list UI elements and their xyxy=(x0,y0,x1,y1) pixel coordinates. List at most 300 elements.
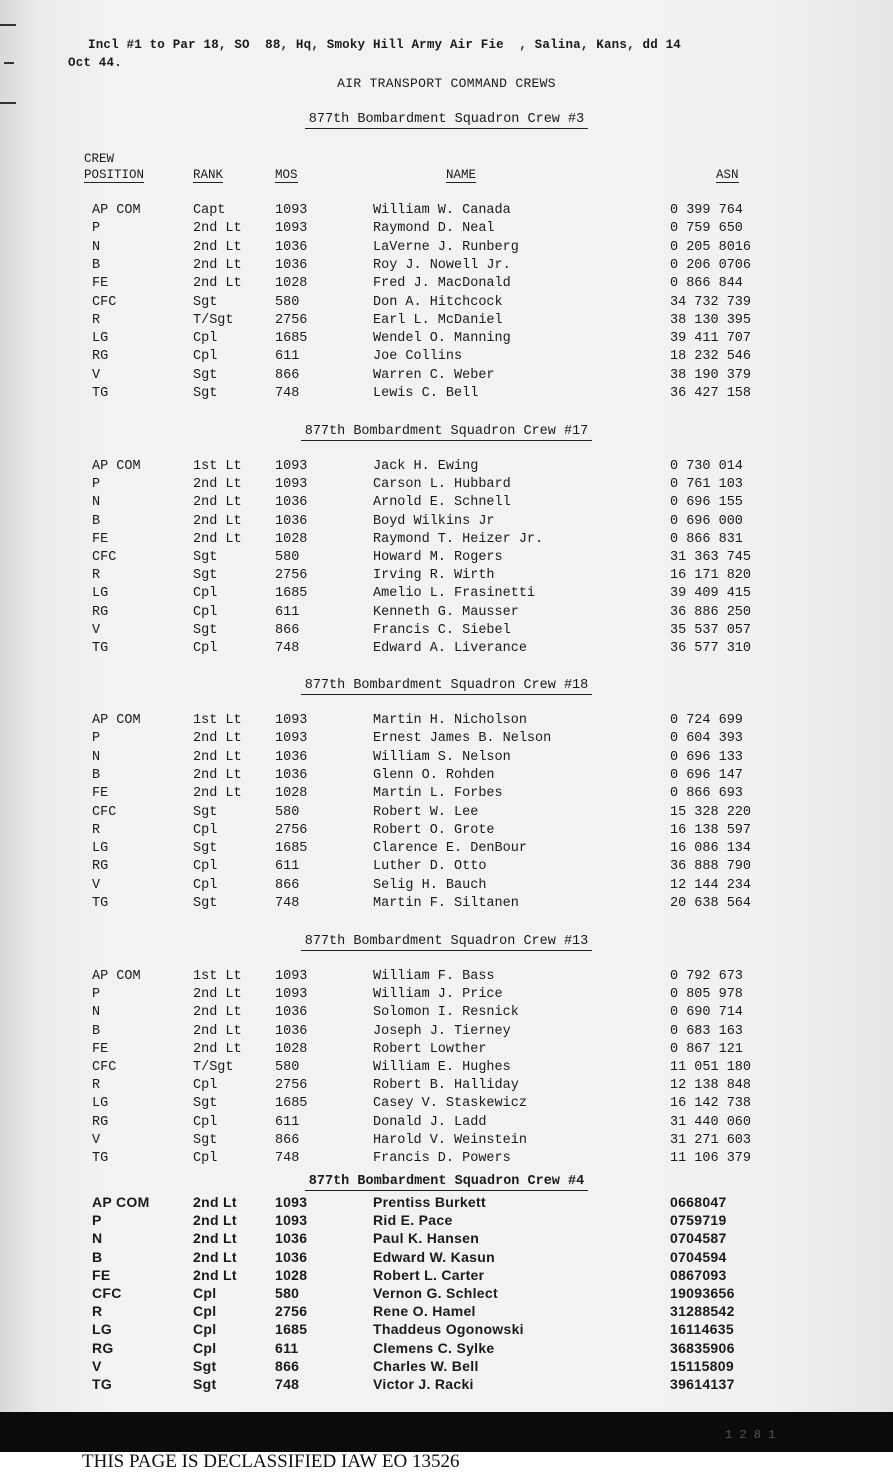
cell-name: Howard M. Rogers xyxy=(373,550,503,565)
cell-rank: Cpl xyxy=(193,1285,217,1301)
column-header-asn: ASN xyxy=(716,168,739,182)
cell-name: Prentiss Burkett xyxy=(373,1194,486,1210)
cell-position: CFC xyxy=(92,1060,117,1075)
cell-name: Jack H. Ewing xyxy=(373,459,479,474)
cell-position: TG xyxy=(92,896,109,911)
cell-rank: 2nd Lt xyxy=(193,1041,242,1057)
cell-mos: 580 xyxy=(275,1285,300,1301)
cell-asn: 36835906 xyxy=(670,1339,735,1356)
table-row xyxy=(0,1339,893,1357)
table-row xyxy=(0,585,893,603)
table-row xyxy=(0,1004,893,1022)
cell-name: Thaddeus Ogonowski xyxy=(373,1321,524,1338)
table-row xyxy=(0,494,893,512)
cell-asn: 36 888 790 xyxy=(670,859,752,875)
table-row xyxy=(0,1284,893,1302)
cell-rank: Sgt xyxy=(193,841,218,857)
table-row xyxy=(0,476,893,494)
cell-asn: 0759719 xyxy=(670,1212,727,1229)
cell-position: TG xyxy=(92,1151,109,1166)
document-title: AIR TRANSPORT COMMAND CREWS xyxy=(337,76,556,91)
cell-rank: Cpl xyxy=(193,1151,218,1166)
cell-mos: 1685 xyxy=(275,331,308,347)
cell-mos: 1685 xyxy=(275,1321,308,1338)
cell-rank: 2nd Lt xyxy=(193,477,242,493)
cell-name: Raymond T. Heizer Jr. xyxy=(373,531,544,547)
cell-mos: 1093 xyxy=(275,459,308,474)
cell-rank: Sgt xyxy=(193,622,218,638)
cell-name: Martin F. Siltanen xyxy=(373,896,519,911)
cell-name: Glenn O. Rohden xyxy=(373,767,495,783)
cell-asn: 19093656 xyxy=(670,1285,735,1301)
cell-position: CFC xyxy=(92,804,117,820)
cell-mos: 1093 xyxy=(275,1212,308,1229)
document-header xyxy=(68,36,808,72)
cell-asn: 0 759 650 xyxy=(670,221,743,237)
cell-position: TG xyxy=(92,386,109,401)
table-row xyxy=(0,367,893,385)
cell-mos: 1093 xyxy=(275,713,308,728)
cell-asn: 31288542 xyxy=(670,1303,735,1320)
cell-rank: 2nd Lt xyxy=(193,1266,237,1283)
cell-mos: 1093 xyxy=(275,731,308,747)
crew-title-text: 877th Bombardment Squadron Crew #3 xyxy=(305,112,588,129)
cell-rank: 2nd Lt xyxy=(193,531,242,547)
cell-asn: 31 440 060 xyxy=(670,1114,752,1130)
cell-asn: 38 190 379 xyxy=(670,367,752,383)
cell-position: AP COM xyxy=(92,1194,150,1210)
table-row xyxy=(0,330,893,348)
table-row xyxy=(0,513,893,531)
table-row xyxy=(0,749,893,767)
table-row xyxy=(0,986,893,1004)
table-row xyxy=(0,1095,893,1113)
cell-name: Rid E. Pace xyxy=(373,1212,453,1229)
cell-asn: 0 866 693 xyxy=(670,786,743,802)
table-row xyxy=(0,1041,893,1059)
cell-mos: 1685 xyxy=(275,586,308,602)
cell-rank: T/Sgt xyxy=(193,1060,234,1075)
cell-asn: 0 730 014 xyxy=(670,459,743,474)
cell-position: CFC xyxy=(92,550,117,565)
table-row xyxy=(0,1229,893,1247)
table-row xyxy=(0,840,893,858)
cell-mos: 580 xyxy=(275,804,300,820)
cell-asn: 16 171 820 xyxy=(670,568,752,584)
column-header-name: NAME xyxy=(446,168,477,182)
cell-asn: 0 866 844 xyxy=(670,276,743,292)
cell-rank: 2nd Lt xyxy=(193,239,242,255)
header-line-1: Incl #1 to Par 18, SO 88, Hq, Smoky Hill Army Air Fie , Salina, Kans, dd 14 xyxy=(88,38,681,52)
table-row xyxy=(0,730,893,748)
table-row xyxy=(0,202,893,220)
table-row xyxy=(0,549,893,567)
cell-rank: Cpl xyxy=(193,331,218,347)
cell-rank: Cpl xyxy=(193,1114,218,1130)
table-row xyxy=(0,968,893,986)
cell-mos: 1093 xyxy=(275,477,308,493)
cell-rank: Sgt xyxy=(193,294,218,310)
crew-title-text: 877th Bombardment Squadron Crew #17 xyxy=(301,424,593,441)
cell-position: RG xyxy=(92,349,109,365)
cell-mos: 1028 xyxy=(275,1266,308,1283)
table-row xyxy=(0,1266,893,1284)
table-row xyxy=(0,1132,893,1150)
cell-mos: 580 xyxy=(275,1060,300,1075)
table-row xyxy=(0,348,893,366)
cell-position: RG xyxy=(92,859,109,875)
table-row xyxy=(0,458,893,476)
cell-position: V xyxy=(92,622,101,638)
cell-asn: 0 205 8016 xyxy=(670,239,752,255)
cell-mos: 1028 xyxy=(275,1041,308,1057)
cell-asn: 11 106 379 xyxy=(670,1151,752,1166)
cell-rank: 2nd Lt xyxy=(193,1005,242,1021)
cell-name: Solomon I. Resnick xyxy=(373,1005,519,1021)
cell-position: P xyxy=(92,1212,102,1229)
cell-asn: 16 138 597 xyxy=(670,822,752,838)
cell-rank: Cpl xyxy=(193,822,218,838)
header-line-2: Oct 44. xyxy=(68,56,122,70)
cell-name: Boyd Wilkins Jr xyxy=(373,513,495,529)
cell-asn: 12 138 848 xyxy=(670,1078,752,1094)
cell-position: LG xyxy=(92,1096,109,1112)
cell-position: AP COM xyxy=(92,459,141,474)
column-header-position-label: POSITION xyxy=(84,168,145,182)
table-row xyxy=(0,1211,893,1229)
cell-rank: Sgt xyxy=(193,367,218,383)
cell-position: R xyxy=(92,1303,103,1320)
cell-mos: 1093 xyxy=(275,1194,308,1210)
cell-rank: Cpl xyxy=(193,1078,218,1094)
cell-position: B xyxy=(92,1023,101,1039)
cell-mos: 1685 xyxy=(275,1096,308,1112)
cell-name: Ernest James B. Nelson xyxy=(373,731,552,747)
table-row xyxy=(0,1059,893,1077)
crew-title xyxy=(0,932,893,952)
cell-rank: 2nd Lt xyxy=(193,257,242,273)
cell-position: FE xyxy=(92,531,109,547)
table-row xyxy=(0,1302,893,1320)
cell-rank: Cpl xyxy=(193,349,218,365)
cell-position: RG xyxy=(92,1114,109,1130)
cell-name: Martin L. Forbes xyxy=(373,786,503,802)
table-row xyxy=(0,531,893,549)
cell-name: Roy J. Nowell Jr. xyxy=(373,257,511,273)
crew-title xyxy=(0,422,893,442)
cell-rank: Sgt xyxy=(193,1132,218,1148)
cell-mos: 2756 xyxy=(275,1303,308,1320)
crew-title xyxy=(0,676,893,696)
cell-name: Robert L. Carter xyxy=(373,1266,485,1283)
cell-position: N xyxy=(92,1005,101,1021)
cell-rank: 2nd Lt xyxy=(193,767,242,783)
cell-mos: 1685 xyxy=(275,841,308,857)
cell-rank: Capt xyxy=(193,203,226,218)
cell-asn: 16 142 738 xyxy=(670,1096,752,1112)
cell-name: Lewis C. Bell xyxy=(373,386,479,401)
cell-rank: Cpl xyxy=(193,1321,217,1338)
cell-mos: 1036 xyxy=(275,1005,308,1021)
cell-name: Francis D. Powers xyxy=(373,1151,511,1166)
cell-mos: 1093 xyxy=(275,987,308,1003)
cell-mos: 2756 xyxy=(275,822,308,838)
cell-mos: 1036 xyxy=(275,767,308,783)
cell-mos: 748 xyxy=(275,641,300,656)
crew-title-text: 877th Bombardment Squadron Crew #18 xyxy=(301,678,593,695)
table-row xyxy=(0,804,893,822)
table-row xyxy=(0,1320,893,1338)
cell-position: V xyxy=(92,367,101,383)
cell-name: Francis C. Siebel xyxy=(373,622,511,638)
cell-name: William S. Nelson xyxy=(373,749,511,765)
cell-asn: 0 604 393 xyxy=(670,731,743,747)
cell-rank: Cpl xyxy=(193,586,218,602)
cell-asn: 0668047 xyxy=(670,1194,727,1210)
cell-mos: 748 xyxy=(275,896,300,911)
cell-rank: Sgt xyxy=(193,386,218,401)
table-row xyxy=(0,1077,893,1095)
cell-rank: Sgt xyxy=(193,896,218,911)
cell-asn: 31 271 603 xyxy=(670,1132,752,1148)
cell-rank: T/Sgt xyxy=(193,312,234,328)
cell-asn: 0 724 699 xyxy=(670,713,743,728)
cell-asn: 0704587 xyxy=(670,1230,727,1247)
cell-asn: 36 427 158 xyxy=(670,386,752,401)
cell-position: LG xyxy=(92,841,109,857)
cell-position: V xyxy=(92,877,101,893)
cell-mos: 748 xyxy=(275,1151,300,1166)
cell-position: RG xyxy=(92,1339,114,1356)
cell-name: Robert W. Lee xyxy=(373,804,479,820)
cell-name: Vernon G. Schlect xyxy=(373,1285,498,1301)
cell-rank: 2nd Lt xyxy=(193,1230,237,1247)
cell-mos: 2756 xyxy=(275,1078,308,1094)
crew-title-text: 877th Bombardment Squadron Crew #13 xyxy=(301,934,593,951)
cell-position: P xyxy=(92,221,101,237)
table-row xyxy=(0,1114,893,1132)
cell-mos: 748 xyxy=(275,386,300,401)
cell-rank: 2nd Lt xyxy=(193,513,242,529)
cell-rank: Sgt xyxy=(193,1376,217,1392)
cell-mos: 866 xyxy=(275,1357,300,1374)
table-row xyxy=(0,895,893,913)
crew-title xyxy=(0,110,893,130)
cell-asn: 0 206 0706 xyxy=(670,257,752,273)
cell-asn: 36 886 250 xyxy=(670,604,752,620)
cell-name: Robert O. Grote xyxy=(373,822,495,838)
cell-rank: 1st Lt xyxy=(193,713,242,728)
cell-position: R xyxy=(92,1078,101,1094)
cell-name: Earl L. McDaniel xyxy=(373,312,503,328)
cell-position: FE xyxy=(92,1041,109,1057)
cell-mos: 2756 xyxy=(275,312,308,328)
cell-rank: Cpl xyxy=(193,604,218,620)
cell-name: Rene O. Hamel xyxy=(373,1303,476,1320)
table-row xyxy=(0,1375,893,1393)
cell-mos: 1036 xyxy=(275,749,308,765)
cell-position: FE xyxy=(92,276,109,292)
table-row xyxy=(0,257,893,275)
cell-rank: Cpl xyxy=(193,641,218,656)
table-row xyxy=(0,239,893,257)
cell-position: N xyxy=(92,495,101,511)
cell-position: TG xyxy=(92,641,109,656)
cell-name: Arnold E. Schnell xyxy=(373,495,511,511)
cell-position: N xyxy=(92,239,101,255)
cell-mos: 2756 xyxy=(275,568,308,584)
cell-asn: 0 792 673 xyxy=(670,969,743,984)
cell-name: Edward A. Liverance xyxy=(373,641,527,656)
cell-rank: Sgt xyxy=(193,1357,217,1374)
cell-name: William E. Hughes xyxy=(373,1060,511,1075)
cell-position: R xyxy=(92,822,101,838)
cell-asn: 0 696 147 xyxy=(670,767,743,783)
cell-position: N xyxy=(92,1230,103,1247)
cell-position: TG xyxy=(92,1376,113,1392)
cell-rank: Cpl xyxy=(193,1339,217,1356)
cell-position: R xyxy=(92,312,101,328)
cell-mos: 748 xyxy=(275,1376,300,1392)
table-row xyxy=(0,294,893,312)
cell-rank: Sgt xyxy=(193,1096,218,1112)
cell-asn: 16114635 xyxy=(670,1321,734,1338)
table-row xyxy=(0,1023,893,1041)
table-row xyxy=(0,1193,893,1211)
cell-rank: 2nd Lt xyxy=(193,1212,237,1229)
cell-name: Joseph J. Tierney xyxy=(373,1023,511,1039)
cell-name: Martin H. Nicholson xyxy=(373,713,527,728)
table-row xyxy=(0,312,893,330)
table-row xyxy=(0,640,893,658)
cell-mos: 1036 xyxy=(275,257,308,273)
cell-asn: 0 805 978 xyxy=(670,987,743,1003)
cell-rank: Sgt xyxy=(193,804,218,820)
cell-mos: 866 xyxy=(275,367,300,383)
cell-position: B xyxy=(92,257,101,273)
cell-asn: 35 537 057 xyxy=(670,622,752,638)
cell-name: William F. Bass xyxy=(373,969,495,984)
cell-name: Casey V. Staskewicz xyxy=(373,1096,527,1112)
cell-mos: 1093 xyxy=(275,969,308,984)
cell-name: Wendel O. Manning xyxy=(373,331,511,347)
cell-asn: 31 363 745 xyxy=(670,550,752,565)
cell-asn: 12 144 234 xyxy=(670,877,752,893)
cell-mos: 866 xyxy=(275,622,300,638)
cell-rank: 2nd Lt xyxy=(193,495,242,511)
cell-mos: 580 xyxy=(275,294,300,310)
crew-title xyxy=(0,1172,893,1192)
cell-name: Harold V. Weinstein xyxy=(373,1132,527,1148)
cell-asn: 38 130 395 xyxy=(670,312,752,328)
cell-rank: 1st Lt xyxy=(193,969,242,984)
table-row xyxy=(0,622,893,640)
crew-title-text: 877th Bombardment Squadron Crew #4 xyxy=(305,1174,588,1191)
cell-asn: 0 696 155 xyxy=(670,495,743,511)
cell-name: Joe Collins xyxy=(373,349,463,365)
cell-position: RG xyxy=(92,604,109,620)
cell-position: LG xyxy=(92,586,109,602)
cell-name: Luther D. Otto xyxy=(373,859,487,875)
table-row xyxy=(0,220,893,238)
cell-mos: 611 xyxy=(275,1339,299,1356)
cell-position: AP COM xyxy=(92,203,141,218)
table-row xyxy=(0,1150,893,1168)
cell-asn: 0 696 000 xyxy=(670,513,743,529)
cell-name: Don A. Hitchcock xyxy=(373,294,503,310)
cell-mos: 1028 xyxy=(275,531,308,547)
cell-asn: 0 867 121 xyxy=(670,1041,743,1057)
cell-name: Robert Lowther xyxy=(373,1041,487,1057)
cell-rank: Cpl xyxy=(193,859,218,875)
cell-asn: 18 232 546 xyxy=(670,349,752,365)
cell-rank: 2nd Lt xyxy=(193,749,242,765)
cell-asn: 16 086 134 xyxy=(670,841,752,857)
cell-name: Edward W. Kasun xyxy=(373,1248,495,1265)
table-row xyxy=(0,275,893,293)
cell-rank: 2nd Lt xyxy=(193,1194,237,1210)
cell-position: FE xyxy=(92,1266,111,1283)
cell-rank: 2nd Lt xyxy=(193,1248,237,1265)
cell-name: Raymond D. Neal xyxy=(373,221,495,237)
table-row xyxy=(0,604,893,622)
cell-position: V xyxy=(92,1357,102,1374)
column-header-position xyxy=(84,151,144,183)
table-row xyxy=(0,567,893,585)
cell-asn: 0 866 831 xyxy=(670,531,743,547)
cell-name: Kenneth G. Mausser xyxy=(373,604,519,620)
cell-mos: 580 xyxy=(275,550,300,565)
cell-name: Victor J. Racki xyxy=(373,1376,474,1392)
cell-name: Warren C. Weber xyxy=(373,367,495,383)
cell-mos: 611 xyxy=(275,349,300,365)
table-row xyxy=(0,1357,893,1375)
cell-mos: 1036 xyxy=(275,513,308,529)
cell-mos: 1036 xyxy=(275,1248,308,1265)
cell-rank: Cpl xyxy=(193,877,218,893)
cell-rank: 2nd Lt xyxy=(193,786,242,802)
cell-position: FE xyxy=(92,786,109,802)
cell-mos: 611 xyxy=(275,1114,300,1130)
cell-asn: 36 577 310 xyxy=(670,641,752,656)
cell-name: Fred J. MacDonald xyxy=(373,276,511,292)
cell-mos: 1093 xyxy=(275,203,308,218)
cell-mos: 866 xyxy=(275,877,300,893)
cell-mos: 1028 xyxy=(275,276,308,292)
column-header-mos: MOS xyxy=(275,168,298,182)
declassification-footer: THIS PAGE IS DECLASSIFIED IAW EO 13526 xyxy=(82,1452,460,1472)
cell-rank: 2nd Lt xyxy=(193,731,242,747)
cell-asn: 39 409 415 xyxy=(670,586,752,602)
cell-position: P xyxy=(92,731,101,747)
table-row xyxy=(0,712,893,730)
cell-rank: Sgt xyxy=(193,550,218,565)
cell-asn: 0 690 714 xyxy=(670,1005,743,1021)
cell-asn: 15 328 220 xyxy=(670,804,752,820)
page-stamp: 1 2 8 1 xyxy=(725,1428,776,1442)
cell-asn: 11 051 180 xyxy=(670,1060,752,1075)
cell-asn: 0 683 163 xyxy=(670,1023,743,1039)
cell-position: P xyxy=(92,477,101,493)
cell-position: P xyxy=(92,987,101,1003)
cell-mos: 1093 xyxy=(275,221,308,237)
cell-mos: 866 xyxy=(275,1132,300,1148)
cell-position: LG xyxy=(92,1321,113,1338)
cell-rank: 1st Lt xyxy=(193,459,242,474)
cell-rank: Sgt xyxy=(193,568,218,584)
cell-name: Amelio L. Frasinetti xyxy=(373,586,536,602)
cell-position: AP COM xyxy=(92,969,141,984)
